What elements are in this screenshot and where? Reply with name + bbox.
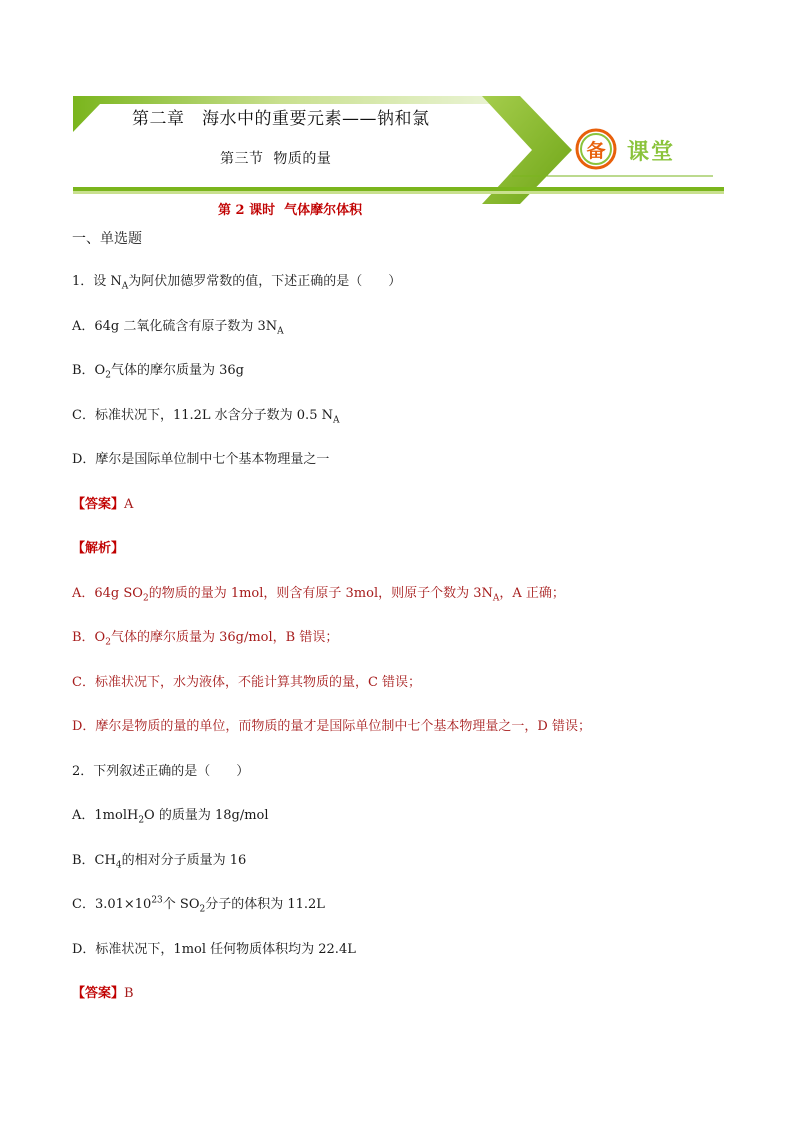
question-1-explanation-c: C．标准状况下，水为液体，不能计算其物质的量，C 错误； bbox=[72, 675, 422, 690]
question-2-option-d: D．标准状况下，1mol 任何物质体积均为 22.4L bbox=[72, 942, 356, 957]
logo-text: 课堂 bbox=[627, 140, 676, 165]
question-2-answer: 【答案】B bbox=[72, 986, 134, 1001]
question-1-explanation-b: B．$O_2$气体的摩尔质量为 36g/mol，B 错误； bbox=[72, 630, 339, 648]
question-1-explanation-a: A．64g $SO_2$的物质的量为 1mol，则含有原子 3mol，则原子个数为 $3N_A$，A 正确； bbox=[72, 586, 565, 604]
chapter-title: 第二章 海水中的重要元素——钠和氯 bbox=[132, 109, 430, 129]
question-1-analysis-label: 【解析】 bbox=[72, 541, 125, 556]
question-2-option-b: B．$CH_4$的相对分子质量为 16 bbox=[72, 853, 247, 871]
question-1-stem: 1．设 $N_A$为阿伏加德罗常数的值，下述正确的是（ ） bbox=[72, 274, 402, 292]
question-1-option-c: C．标准状况下，11.2L 水含分子数为 0.5 $N_A$ bbox=[72, 408, 340, 426]
logo-badge-char: 备 bbox=[586, 140, 606, 162]
section-heading: 一、单选题 bbox=[72, 231, 142, 247]
question-1-option-d: D．摩尔是国际单位制中七个基本物理量之一 bbox=[72, 452, 330, 467]
question-1-explanation-d: D．摩尔是物质的量的单位，而物质的量才是国际单位制中七个基本物理量之一，D 错误； bbox=[72, 719, 591, 734]
question-1-option-b: B．$O_2$气体的摩尔质量为 36g bbox=[72, 363, 244, 381]
question-1-answer: 【答案】A bbox=[72, 497, 134, 512]
lesson-title: 第 2 课时 气体摩尔体积 bbox=[218, 203, 363, 218]
question-2-option-a: A．1molH$_2$O 的质量为 18g/mol bbox=[72, 808, 269, 826]
question-2-stem: 2．下列叙述正确的是（ ） bbox=[72, 764, 250, 779]
question-2-option-c: C．$3.01\times 10^{23}$个 $SO_2$分子的体积为 11.2L bbox=[72, 895, 325, 915]
section-title: 第三节 物质的量 bbox=[220, 151, 332, 167]
question-1-option-a: A．64g 二氧化硫含有原子数为 $3N_A$ bbox=[72, 319, 284, 337]
chapter-banner bbox=[0, 0, 793, 220]
